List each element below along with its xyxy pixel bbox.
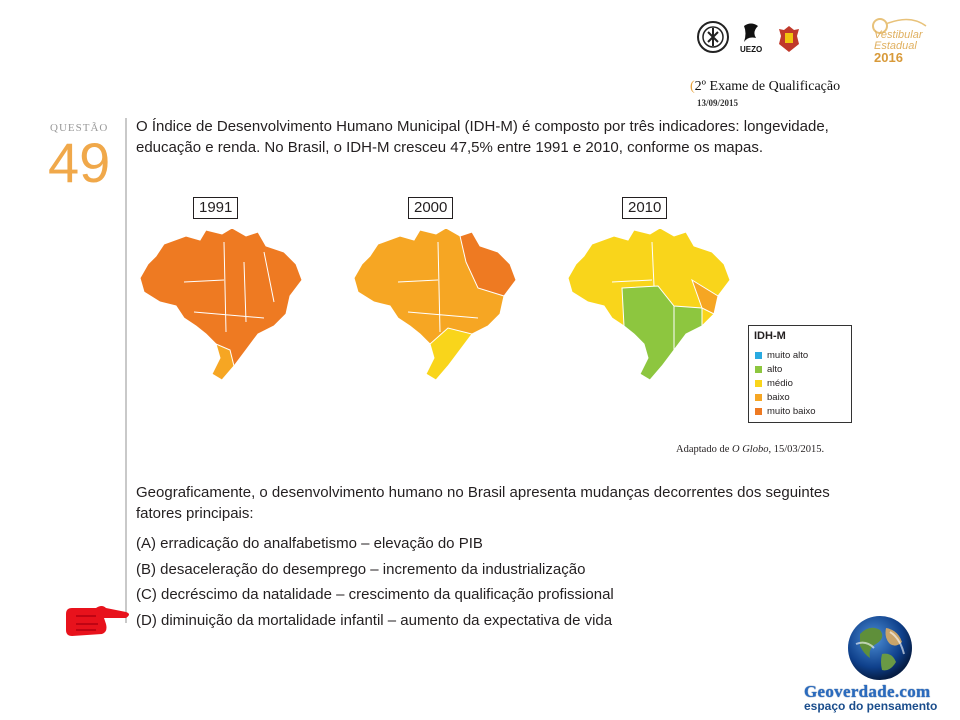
option-d[interactable]: (D) diminuição da mortalidade infantil – aumento da expectativa de vida <box>136 612 613 629</box>
question-number: 49 <box>48 131 111 194</box>
option-a[interactable]: (A) erradicação do analfabetismo – elevação do PIB <box>136 535 483 552</box>
header-logos <box>696 16 936 68</box>
pointing-hand-icon <box>62 602 132 642</box>
year-label-1991: 1991 <box>193 197 238 219</box>
legend-item-muito-baixo: muito baixo <box>755 406 816 417</box>
map-1991 <box>140 228 302 380</box>
uerj-seal-icon <box>696 20 730 54</box>
legend-item-baixo: baixo <box>755 392 790 403</box>
map-2010 <box>568 228 730 380</box>
question-prompt: Geograficamente, o desenvolvimento humano no Brasil apresenta mudanças decorrentes dos seguintes fatores principais: <box>136 484 830 522</box>
legend-item-medio: médio <box>755 378 793 389</box>
source-citation: Adaptado de O Globo, 15/03/2015. <box>676 444 825 455</box>
map-legend <box>748 325 852 423</box>
site-tagline: espaço do pensamento <box>804 699 938 713</box>
legend-item-alto: alto <box>755 364 782 375</box>
question-label: QUESTÃO <box>50 122 109 134</box>
year-label-2010: 2010 <box>622 197 667 219</box>
legend-item-muito-alto: muito alto <box>755 350 808 361</box>
exam-title: (2º Exame de Qualificação <box>690 79 841 94</box>
coat-of-arms-icon <box>776 24 802 54</box>
year-label-2000: 2000 <box>408 197 453 219</box>
site-name: Geoverdade.com <box>804 682 931 701</box>
exam-date: 13/09/2015 <box>697 98 739 108</box>
uezo-logo-icon <box>738 22 764 56</box>
globe-icon <box>846 614 914 682</box>
divider-line <box>125 118 127 623</box>
question-stem: O Índice de Desenvolvimento Humano Municipal (IDH-M) é composto por três indicadores: longevidade, educação e renda. No Brasil, o IDH-M cresceu 47,5% entre 1991 e 2010, conforme os mapas. <box>136 118 829 156</box>
svg-text:UEZO: UEZO <box>740 45 763 54</box>
legend-title: IDH-M <box>754 330 786 342</box>
vestibular-text: Vestibular Estadual 2016 <box>874 29 923 65</box>
option-c[interactable]: (C) decréscimo da natalidade – crescimento da qualificação profissional <box>136 586 614 603</box>
option-b[interactable]: (B) desaceleração do desemprego – incremento da industrialização <box>136 561 586 578</box>
map-2000 <box>354 228 516 380</box>
idh-maps <box>130 222 750 392</box>
